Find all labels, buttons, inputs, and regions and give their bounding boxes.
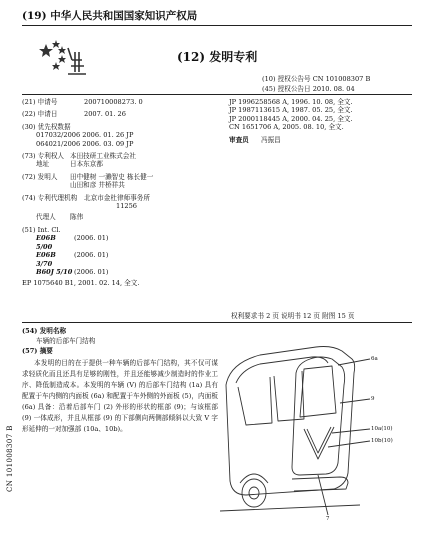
agency-label: (74) 专利代理机构	[22, 193, 78, 202]
inventor-label: (72) 发明人	[22, 172, 58, 181]
ipc-code-3: B60J 5/10	[36, 267, 73, 276]
ipc-code-1: E06B 5/00	[36, 234, 56, 251]
appl-no-value: 200710008273. 0	[84, 98, 143, 106]
agency-code: 11256	[116, 202, 137, 211]
abstract-label: (57) 摘要	[22, 347, 53, 355]
reference: EP 1075640 B1, 2001. 02. 14, 全文.	[22, 279, 140, 288]
citation-1: JP 1996258568 A, 1996. 10. 08, 全文.	[229, 98, 353, 106]
right-bibliographic	[229, 98, 409, 144]
address-value: 日本东京都	[70, 160, 103, 169]
inventor-line-1: 田中健树 一濑智史 栋长健一	[70, 172, 154, 181]
examiner-value: 冯振昌	[261, 135, 281, 144]
agent-label: 代理人	[36, 213, 56, 222]
fig-label-10b: 10b(10)	[371, 438, 393, 444]
ipc-label: (51) Int. Cl.	[22, 225, 61, 234]
title-label: (54) 发明名称	[22, 327, 67, 335]
assignee-value: 本田技研工业株式会社	[70, 152, 136, 161]
priority-2: 064021/2006 2006. 03. 09 JP	[36, 139, 134, 148]
emblem-icon	[38, 38, 90, 82]
grant-date: (45) 授权公告日 2010. 08. 04	[262, 85, 355, 93]
agency-value: 北京市金杜律师事务所	[84, 193, 150, 202]
info-rule	[22, 94, 412, 95]
top-rule	[22, 25, 412, 26]
abstract-body	[22, 358, 218, 435]
fig-label-6a: 6a	[371, 356, 378, 362]
examiner-label: 审查员	[229, 135, 249, 144]
fig-label-10a: 10a(10)	[371, 426, 393, 432]
fig-label-9: 9	[371, 396, 375, 402]
side-publication-number: CN 101008307 B	[6, 425, 14, 492]
assignee-label: (73) 专利权人	[22, 152, 65, 161]
grant-number: (10) 授权公告号 CN 101008307 B	[262, 75, 371, 83]
summary-rule	[22, 322, 412, 323]
vehicle-rear-door-figure	[220, 333, 418, 533]
priority-1: 017032/2006 2006. 01. 26 JP	[36, 131, 134, 140]
office-title: (19) 中华人民共和国国家知识产权局	[22, 10, 198, 22]
priority-label: (30) 优先权数据	[22, 122, 71, 131]
abstract-text: 本发明的目的在于提供一种车辆的后部车门结构，其不仅可谋求轻质化而且还具有足够的刚性，并且还能够减少制造时的作业工序、降低制造成本。本发明的车辆 (V) 的后部车门结构 (1a) 具有配置于车内侧的内面板 (6a) 和配置于车外侧的外面板 (5)，内面板 (6a) 具备：沿着后部车门 (2) 外形的形状的框部 (9)；与该框部 (9) 一体成形，并且从框部 (9) 的下部侧向两侧部倾斜以大致 V 字形延伸的一对加强部 (10a、10b)。	[22, 359, 218, 433]
ipc-ver-2: (2006. 01)	[74, 251, 109, 260]
fig-label-7: 7	[326, 516, 330, 522]
ipc-ver-3: (2006. 01)	[74, 267, 109, 276]
address-label: 地址	[36, 160, 50, 169]
left-bibliographic	[22, 98, 222, 288]
claims-summary: 权利要求书 2 页 说明书 12 页 附图 15 页	[231, 312, 355, 320]
appl-no-label: (21) 申请号	[22, 98, 58, 106]
agent-value: 陈伟	[70, 213, 84, 222]
filing-date-value: 2007. 01. 26	[84, 110, 126, 119]
doc-type: (12) 发明专利	[177, 50, 258, 64]
citation-4: CN 1651706 A, 2005. 08. 10, 全文.	[229, 123, 344, 132]
inventor-line-2: 山田和彦 井桥祥共	[70, 181, 125, 190]
ipc-code-2: E06B 3/70	[36, 251, 56, 268]
filing-date-label: (22) 申请日	[22, 110, 58, 119]
citation-3: JP 2000118445 A, 2000. 04. 25, 全文.	[229, 114, 353, 123]
ipc-ver-1: (2006. 01)	[74, 234, 109, 243]
invention-title: 车辆的后部车门结构	[36, 337, 96, 345]
citation-2: JP 1987113615 A, 1987. 05. 25, 全文.	[229, 106, 353, 115]
